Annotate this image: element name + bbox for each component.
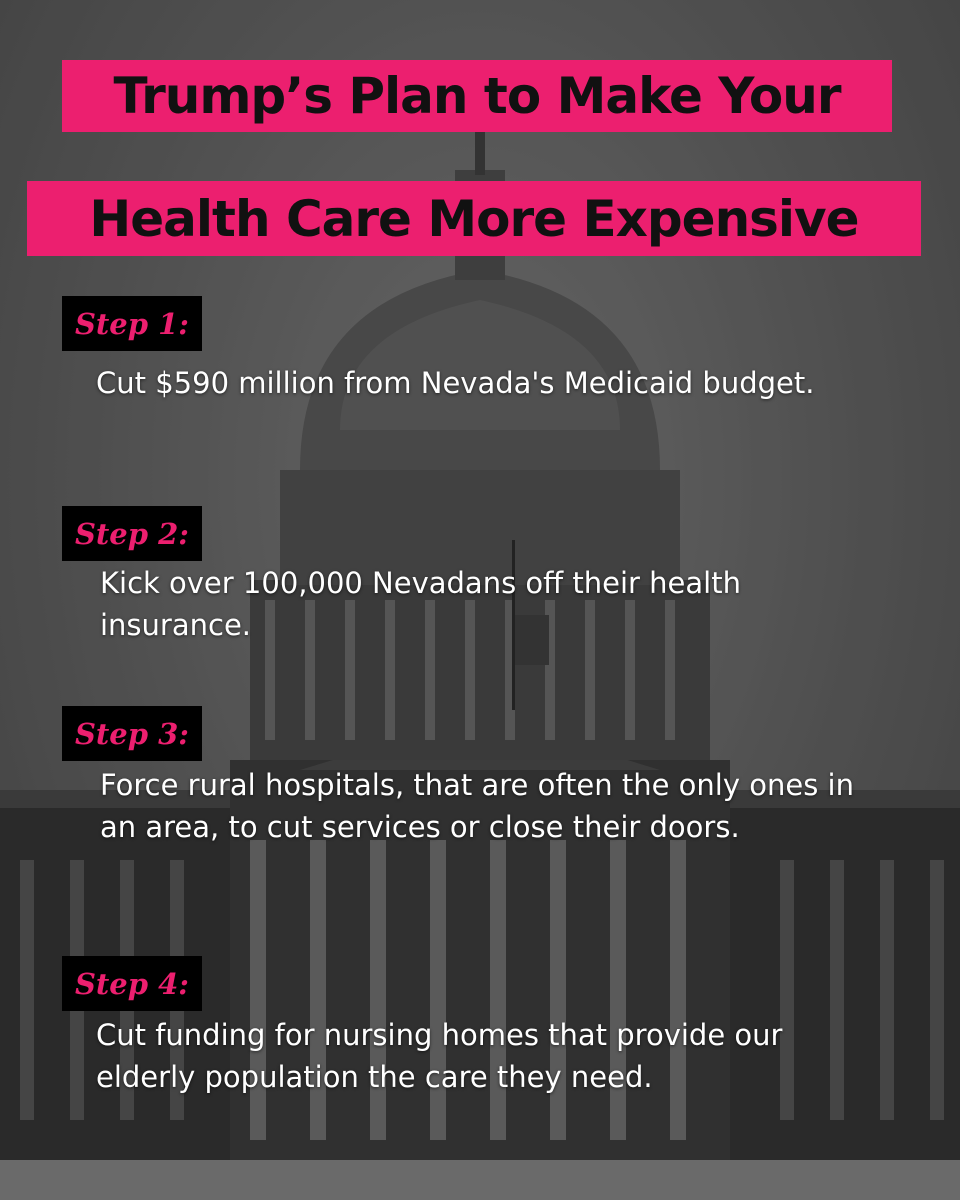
- step-1-text: Cut $590 million from Nevada's Medicaid budget.: [96, 366, 815, 400]
- step-2-label: Step 2:: [62, 506, 202, 561]
- step-3-text: Force rural hospitals, that are often the only ones in an area, to cut services or close their doors.: [100, 768, 854, 844]
- title-line-2: Health Care More Expensive: [27, 181, 921, 256]
- step-2-text: Kick over 100,000 Nevadans off their health insurance.: [100, 566, 741, 642]
- step-4-label: Step 4:: [62, 956, 202, 1011]
- step-1-label: Step 1:: [62, 296, 202, 351]
- step-3-label: Step 3:: [62, 706, 202, 761]
- step-4-text: Cut funding for nursing homes that provide our elderly population the care they need.: [96, 1018, 783, 1094]
- title-line-1: Trump’s Plan to Make Your: [62, 60, 892, 132]
